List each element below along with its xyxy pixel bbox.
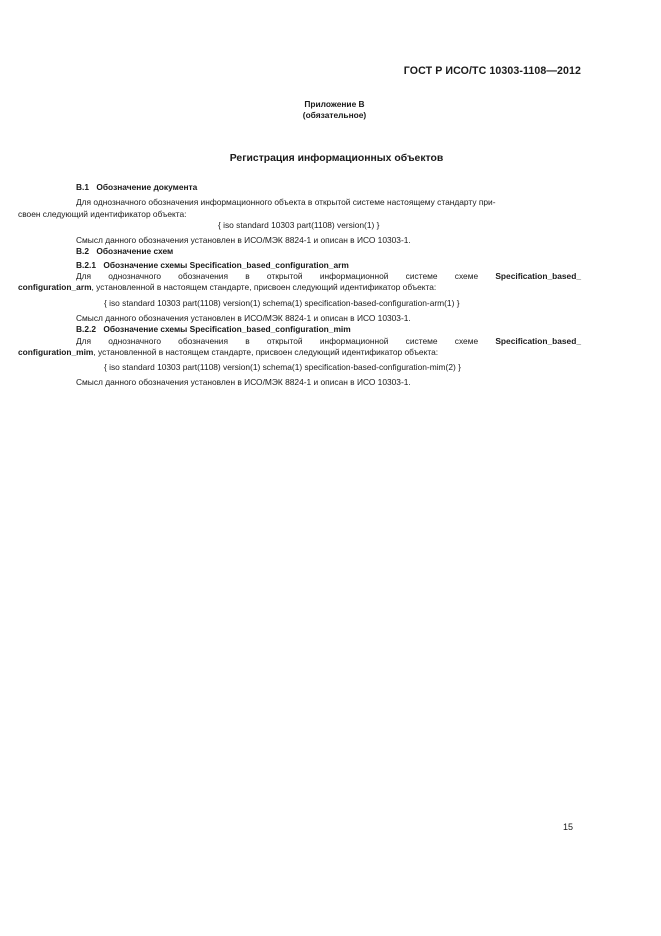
b1-meaning: Смысл данного обозначения установлен в ИСО/МЭК 8824-1 и описан в ИСО 10303-1. (76, 235, 411, 246)
b1-paragraph-line2: своен следующий идентификатор объекта: (18, 208, 187, 219)
b22-schema-name-part1: Specification_based_ (495, 335, 581, 346)
b22-heading (18, 324, 581, 335)
appendix-title: Приложение В (304, 99, 365, 109)
b21-object-identifier: { iso standard 10303 part(1108) version(1) schema(1) specification-based-configuration-arm(1) } (104, 297, 460, 308)
b21-title: Обозначение схемы Specification_based_configuration_arm (103, 259, 349, 270)
b1-title: Обозначение документа (96, 182, 198, 192)
appendix-note: (обязательное) (302, 110, 367, 120)
b2-number: В.2 (76, 246, 90, 257)
appendix-heading (0, 99, 661, 121)
b1-heading (18, 182, 581, 193)
b22-object-identifier: { iso standard 10303 part(1108) version(1) schema(1) specification-based-configuration-mim(2) } (104, 362, 461, 373)
b22-meaning: Смысл данного обозначения установлен в ИСО/МЭК 8824-1 и описан в ИСО 10303-1. (76, 377, 411, 388)
b22-paragraph-line2 (18, 347, 581, 358)
b2-heading (18, 246, 581, 257)
b21-paragraph-line2 (18, 282, 581, 293)
b21-paragraph-text2: , установленной в настоящем стандарте, присвоен следующий идентификатор объекта: (91, 282, 437, 293)
b22-number: В.2.2 (76, 324, 97, 335)
b21-paragraph-line1 (18, 271, 581, 282)
section-title: Регистрация информационных объектов (229, 153, 444, 164)
b21-schema-name-part2: configuration_arm (18, 282, 92, 293)
b22-paragraph-text: Для однозначного обозначения в открытой информационной системе схеме (76, 335, 479, 346)
b22-paragraph-line1 (18, 336, 581, 347)
document-header: ГОСТ Р ИСО/ТС 10303-1108—2012 (403, 65, 581, 77)
b1-paragraph-line1: Для однозначного обозначения информационного объекта в открытой системе настоящему стандарту при- (76, 197, 496, 208)
b21-heading (18, 260, 581, 271)
b1-object-identifier: { iso standard 10303 part(1108) version(1) } (218, 219, 380, 230)
b21-meaning: Смысл данного обозначения установлен в ИСО/МЭК 8824-1 и описан в ИСО 10303-1. (76, 312, 411, 323)
b22-paragraph-text2: , установленной в настоящем стандарте, присвоен следующий идентификатор объекта: (93, 346, 439, 357)
b2-title: Обозначение схем (96, 246, 174, 257)
b1-number: В.1 (76, 182, 90, 192)
b21-number: В.2.1 (76, 259, 97, 270)
document-body (18, 182, 581, 389)
b22-title: Обозначение схемы Specification_based_configuration_mim (103, 324, 351, 335)
page-number: 15 (562, 822, 573, 832)
b21-schema-name-part1: Specification_based_ (495, 271, 581, 282)
b21-paragraph-text: Для однозначного обозначения в открытой информационной системе схеме (76, 271, 479, 282)
b22-schema-name-part2: configuration_mim (18, 346, 94, 357)
